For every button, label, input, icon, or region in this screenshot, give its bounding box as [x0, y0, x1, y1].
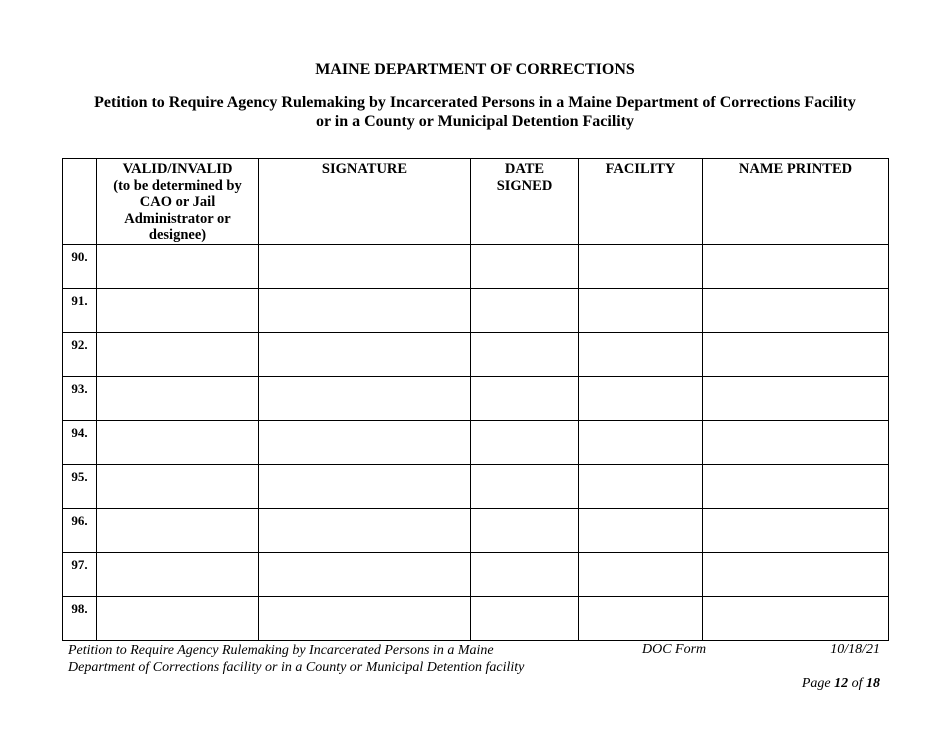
valid-invalid-cell[interactable]: [97, 508, 259, 552]
name-printed-cell[interactable]: [703, 464, 889, 508]
valid-invalid-cell[interactable]: [97, 244, 259, 288]
page-of: of: [848, 676, 866, 691]
page-prefix: Page: [801, 676, 835, 691]
page-number: [802, 676, 880, 692]
date-signed-cell[interactable]: [471, 244, 579, 288]
date-signed-cell[interactable]: [471, 332, 579, 376]
name-printed-cell[interactable]: [703, 332, 889, 376]
valid-header-line-5: designee): [148, 227, 207, 243]
valid-invalid-cell[interactable]: [97, 420, 259, 464]
name-printed-cell[interactable]: [703, 244, 889, 288]
signature-cell[interactable]: [259, 464, 471, 508]
valid-header-line-3: CAO or Jail: [139, 194, 216, 210]
valid-header-line-1: VALID/INVALID: [122, 161, 233, 177]
row-number: 98.: [63, 596, 97, 640]
signature-cell[interactable]: [259, 288, 471, 332]
row-number: 91.: [63, 288, 97, 332]
page-total: 18: [866, 676, 880, 691]
valid-invalid-cell[interactable]: [97, 464, 259, 508]
valid-invalid-header: [97, 159, 259, 245]
facility-cell[interactable]: [579, 288, 703, 332]
table-row: [63, 552, 889, 596]
table-row: [63, 464, 889, 508]
valid-invalid-cell[interactable]: [97, 376, 259, 420]
name-printed-cell[interactable]: [703, 552, 889, 596]
name-printed-header: NAME PRINTED: [703, 159, 889, 245]
footer-form-title: [68, 642, 568, 676]
table-row: [63, 376, 889, 420]
date-signed-cell[interactable]: [471, 464, 579, 508]
facility-cell[interactable]: [579, 376, 703, 420]
signature-cell[interactable]: [259, 552, 471, 596]
facility-cell[interactable]: [579, 596, 703, 640]
table-row: [63, 244, 889, 288]
valid-invalid-cell[interactable]: [97, 596, 259, 640]
name-printed-cell[interactable]: [703, 420, 889, 464]
facility-cell[interactable]: [579, 552, 703, 596]
valid-invalid-cell[interactable]: [97, 332, 259, 376]
date-signed-cell[interactable]: [471, 420, 579, 464]
row-number: 96.: [63, 508, 97, 552]
table-row: [63, 420, 889, 464]
table-header-row: [63, 159, 889, 245]
row-number: 92.: [63, 332, 97, 376]
signature-cell[interactable]: [259, 508, 471, 552]
date-signed-cell[interactable]: [471, 596, 579, 640]
footer-date: 10/18/21: [830, 642, 880, 657]
table-row: [63, 508, 889, 552]
valid-invalid-cell[interactable]: [97, 552, 259, 596]
row-number: 95.: [63, 464, 97, 508]
facility-cell[interactable]: [579, 420, 703, 464]
table-row: [63, 596, 889, 640]
name-printed-cell[interactable]: [703, 376, 889, 420]
date-signed-cell[interactable]: [471, 288, 579, 332]
name-printed-cell[interactable]: [703, 596, 889, 640]
page-title: MAINE DEPARTMENT OF CORRECTIONS: [315, 61, 635, 78]
signature-table: [62, 158, 889, 641]
footer-form-type: DOC Form: [642, 642, 707, 657]
row-number: 97.: [63, 552, 97, 596]
date-header-line-1: DATE: [504, 161, 545, 177]
facility-cell[interactable]: [579, 508, 703, 552]
name-printed-cell[interactable]: [703, 288, 889, 332]
facility-cell[interactable]: [579, 332, 703, 376]
row-number: 93.: [63, 376, 97, 420]
row-number: 94.: [63, 420, 97, 464]
footer-title-line-1: Petition to Require Agency Rulemaking by Incarcerated Persons in a Maine: [68, 643, 494, 658]
date-header-line-2: SIGNED: [496, 177, 553, 194]
date-signed-cell[interactable]: [471, 508, 579, 552]
subtitle-line-2: or in a County or Municipal Detention Facility: [315, 113, 635, 130]
date-signed-cell[interactable]: [471, 552, 579, 596]
signature-cell[interactable]: [259, 332, 471, 376]
form-subtitle: [40, 93, 910, 131]
date-signed-header: [471, 159, 579, 245]
signature-cell[interactable]: [259, 596, 471, 640]
name-printed-cell[interactable]: [703, 508, 889, 552]
facility-cell[interactable]: [579, 244, 703, 288]
page-current: 12: [834, 676, 849, 691]
facility-cell[interactable]: [579, 464, 703, 508]
table-row: [63, 288, 889, 332]
facility-header: FACILITY: [579, 159, 703, 245]
date-signed-cell[interactable]: [471, 376, 579, 420]
row-number: 90.: [63, 244, 97, 288]
row-number-header: [63, 159, 97, 245]
valid-header-line-2: (to be determined by: [113, 177, 242, 194]
signature-header: SIGNATURE: [259, 159, 471, 245]
valid-invalid-cell[interactable]: [97, 288, 259, 332]
signature-cell[interactable]: [259, 420, 471, 464]
footer-title-line-2: Department of Corrections facility or in a County or Municipal Detention facility: [68, 660, 525, 675]
subtitle-line-1: Petition to Require Agency Rulemaking by Incarcerated Persons in a Maine Department of Corrections Facility: [94, 94, 856, 111]
signature-cell[interactable]: [259, 244, 471, 288]
valid-header-line-4: Administrator or: [124, 210, 231, 227]
table-row: [63, 332, 889, 376]
signature-cell[interactable]: [259, 376, 471, 420]
